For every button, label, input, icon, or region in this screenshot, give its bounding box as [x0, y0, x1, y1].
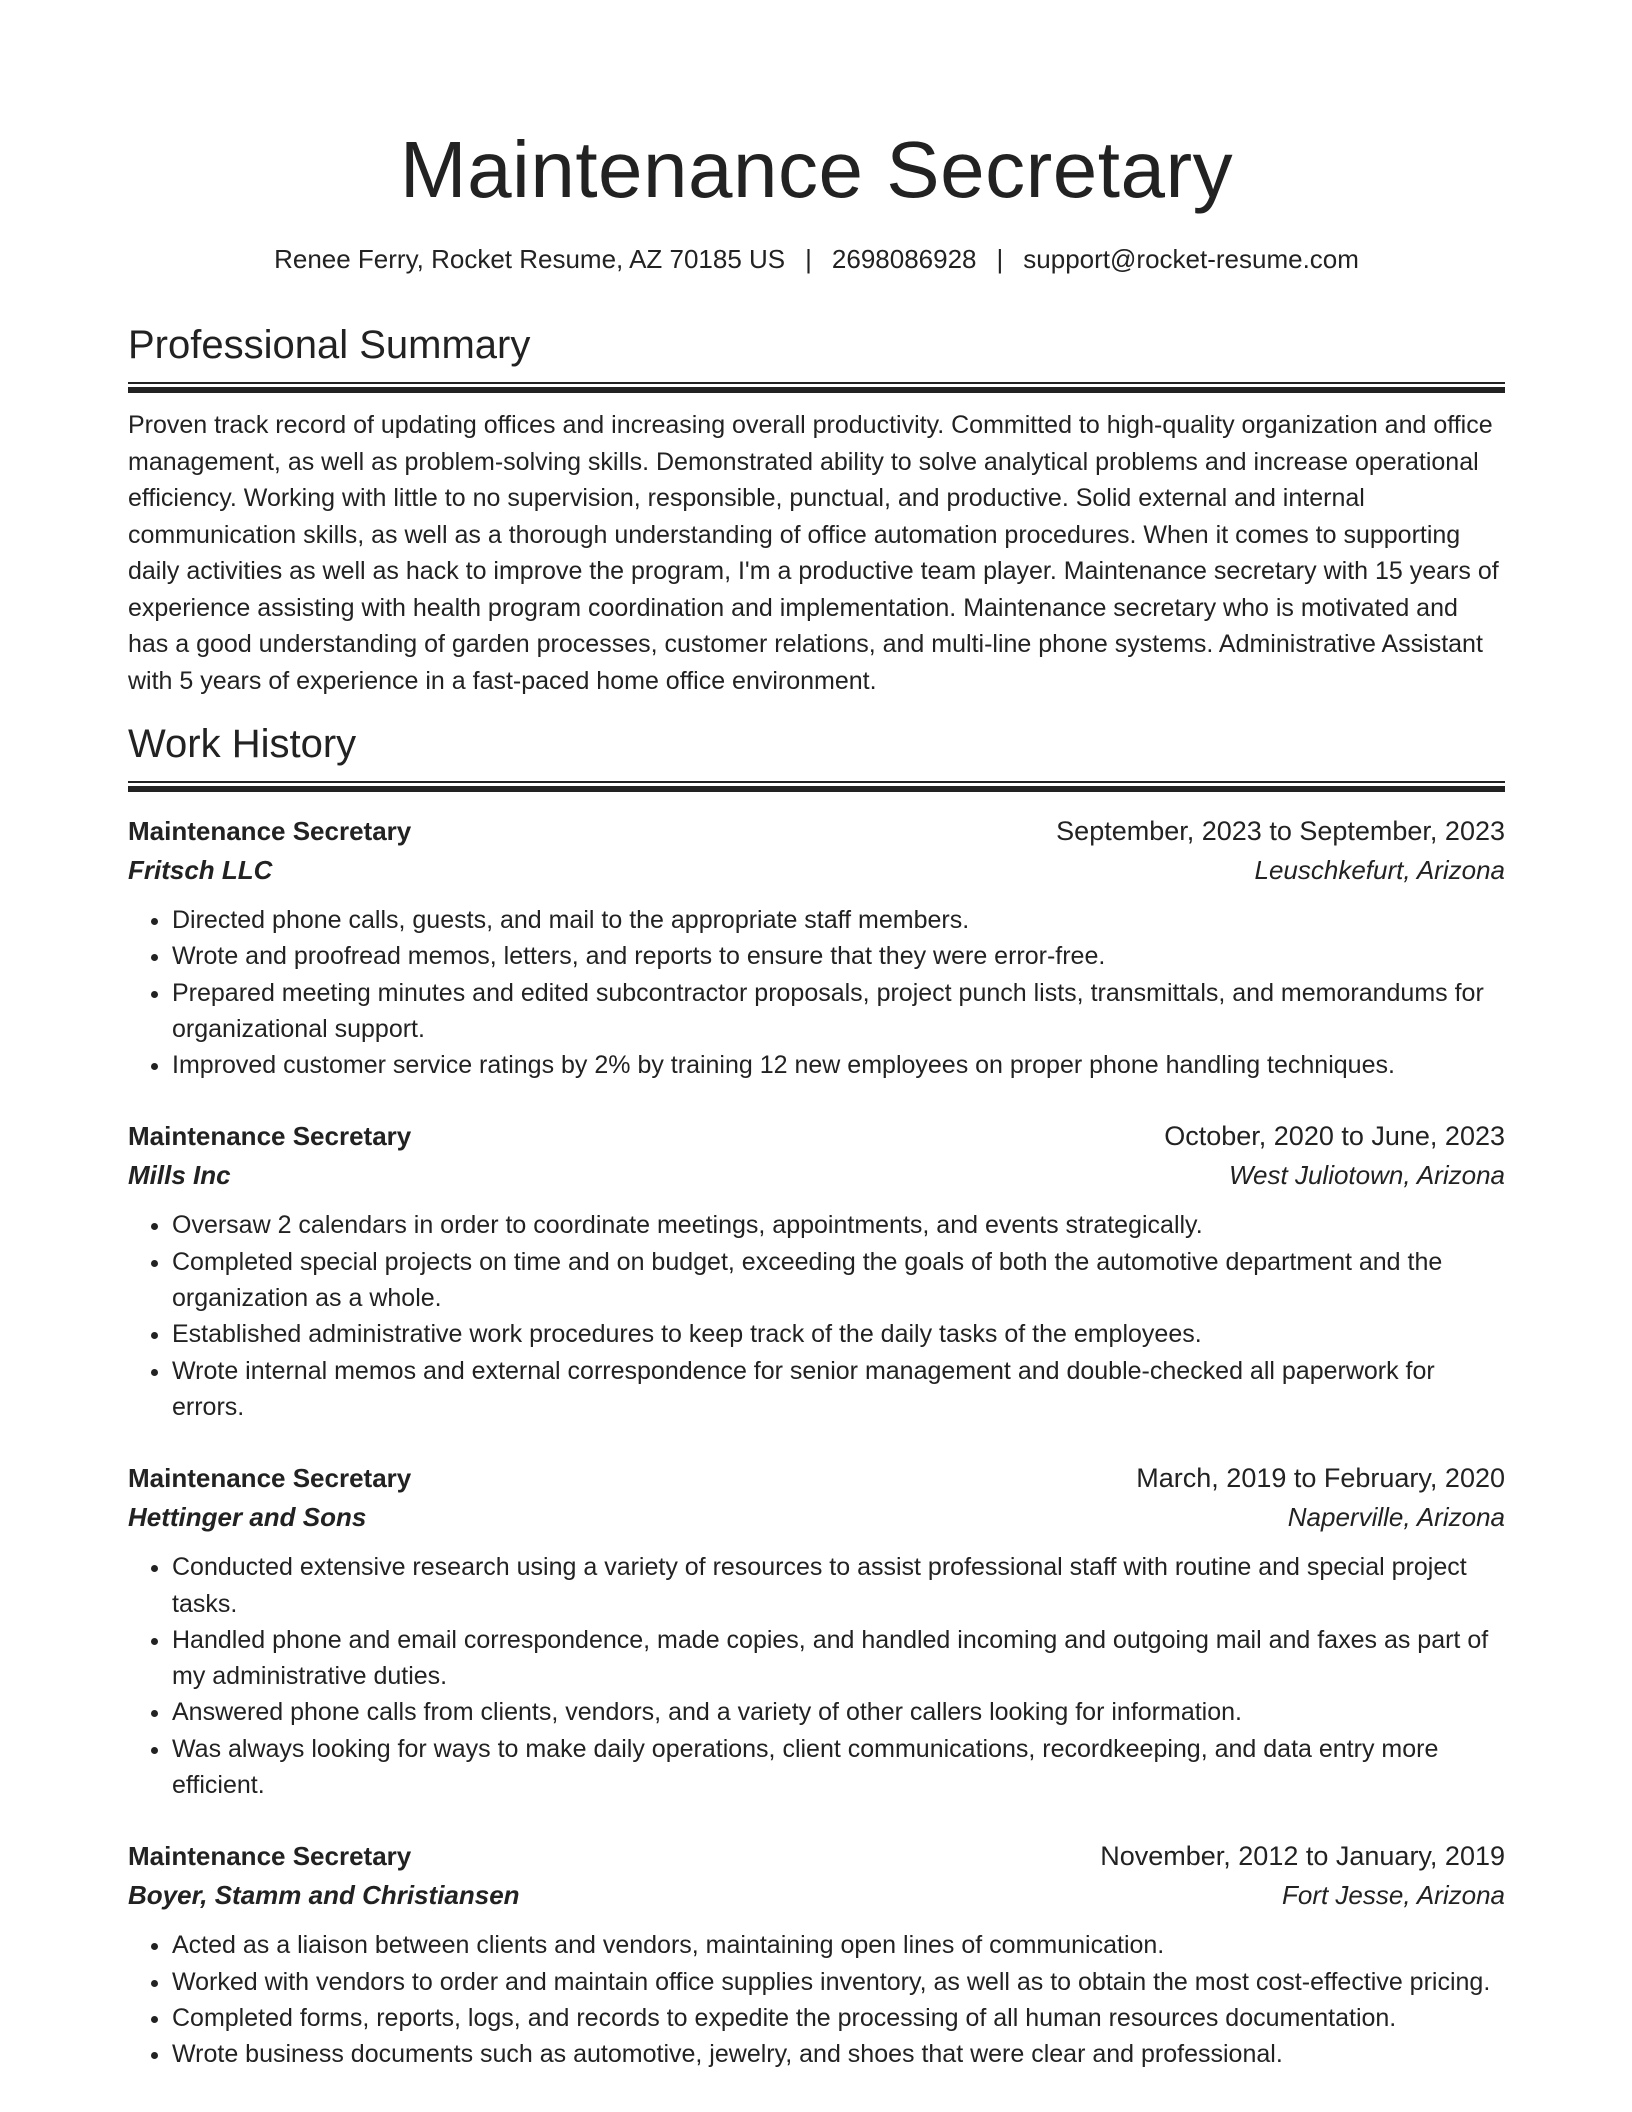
job-bullet: • Completed special projects on time and on budget, exceeding the goals of both the automotive department and the organization as a whole. — [172, 1244, 1505, 1317]
contact-separator: | — [996, 244, 1004, 274]
job-company-row — [128, 850, 1505, 890]
job-location: Fort Jesse, Arizona — [1281, 1880, 1505, 1911]
job-company-row — [128, 1155, 1505, 1195]
job-bullets — [128, 1927, 1505, 2072]
job-bullet: • Wrote business documents such as automotive, jewelry, and shoes that were clear and professional. — [172, 2036, 1505, 2072]
job-bullet: • Answered phone calls from clients, vendors, and a variety of other callers looking for information. — [172, 1694, 1505, 1730]
job-dates: October, 2020 to June, 2023 — [1164, 1121, 1505, 1152]
job-company: Hettinger and Sons — [128, 1502, 367, 1533]
job-bullets — [128, 1549, 1505, 1803]
job-location: Leuschkefurt, Arizona — [1254, 855, 1505, 885]
job-header-row — [128, 1117, 1505, 1155]
job-bullet: • Wrote and proofread memos, letters, and reports to ensure that they were error-free. — [172, 938, 1505, 974]
job-header-row — [128, 1837, 1505, 1875]
job-entry — [128, 1837, 1505, 2072]
job-bullets — [128, 1207, 1505, 1425]
job-company-row — [128, 1875, 1505, 1915]
job-bullet: • Oversaw 2 calendars in order to coordinate meetings, appointments, and events strategically. — [172, 1207, 1505, 1243]
section-title-work-history: Work History — [128, 722, 357, 766]
job-bullet: • Handled phone and email correspondence, made copies, and handled incoming and outgoing mail and faxes as part of my administrative duties. — [172, 1622, 1505, 1695]
job-company-row — [128, 1497, 1505, 1537]
job-bullet: • Established administrative work procedures to keep track of the daily tasks of the employees. — [172, 1316, 1505, 1352]
job-entry — [128, 812, 1505, 1083]
contact-address: Renee Ferry, Rocket Resume, AZ 70185 US — [274, 244, 786, 274]
job-company: Mills Inc — [128, 1160, 231, 1191]
summary-text: Proven track record of updating offices and increasing overall productivity. Committed to high-quality organization and office management, as well as problem-solving skills. Demonstrated ability to solve analytical problems and increase operational efficiency. Working with little to no supervision, responsible, punctual, and productive. Solid external and internal communication skills, as well as a thorough understanding of office automation procedures. When it comes to supporting daily activities as well as hack to improve the program, I'm a productive team player. Maintenance secretary with 15 years of experience assisting with health program coordination and implementation. Maintenance secretary who is motivated and has a good understanding of garden processes, customer relations, and multi-line phone systems. Administrative Assistant with 5 years of experience in a fast-paced home office environment. — [128, 411, 1499, 695]
job-bullet: • Was always looking for ways to make daily operations, client communications, recordkeeping, and data entry more efficient. — [172, 1731, 1505, 1804]
contact-separator: | — [805, 244, 812, 274]
job-bullet: • Worked with vendors to order and maintain office supplies inventory, as well as to obtain the most cost-effective pricing. — [172, 1964, 1505, 2000]
job-location: West Juliotown, Arizona — [1228, 1160, 1505, 1191]
job-dates: November, 2012 to January, 2019 — [1100, 1841, 1505, 1872]
job-bullet: • Wrote internal memos and external correspondence for senior management and double-checked all paperwork for errors. — [172, 1353, 1505, 1426]
job-bullet: • Acted as a liaison between clients and vendors, maintaining open lines of communication. — [172, 1927, 1505, 1963]
resume-page — [128, 0, 1505, 2073]
job-company: Fritsch LLC — [128, 855, 273, 885]
resume-name: Maintenance Secretary — [399, 125, 1234, 214]
job-title: Maintenance Secretary — [128, 1463, 412, 1494]
job-header-row — [128, 1459, 1505, 1497]
section-divider — [128, 781, 1505, 792]
job-entry — [128, 1117, 1505, 1425]
job-location: Naperville, Arizona — [1287, 1502, 1505, 1533]
job-bullet: • Directed phone calls, guests, and mail to the appropriate staff members. — [172, 902, 1505, 938]
job-title: Maintenance Secretary — [128, 1121, 412, 1152]
job-title: Maintenance Secretary — [128, 1841, 412, 1872]
job-bullet: • Conducted extensive research using a variety of resources to assist professional staff with routine and special project tasks. — [172, 1549, 1505, 1622]
job-bullet: • Improved customer service ratings by 2% by training 12 new employees on proper phone handling techniques. — [172, 1047, 1505, 1083]
job-dates: March, 2019 to February, 2020 — [1136, 1463, 1505, 1494]
contact-phone: 2698086928 — [831, 244, 977, 274]
contact-email: support@rocket-resume.com — [1023, 244, 1359, 274]
job-entry — [128, 1459, 1505, 1803]
job-bullet: • Prepared meeting minutes and edited subcontractor proposals, project punch lists, transmittals, and memorandums for organizational support. — [172, 975, 1505, 1048]
contact-line — [128, 242, 1505, 276]
section-divider — [128, 382, 1505, 393]
job-company: Boyer, Stamm and Christiansen — [128, 1880, 520, 1911]
job-dates: September, 2023 to September, 2023 — [1056, 816, 1505, 846]
section-title-summary: Professional Summary — [128, 323, 531, 367]
job-bullets — [128, 902, 1505, 1083]
job-header-row — [128, 812, 1505, 850]
job-bullet: • Completed forms, reports, logs, and records to expedite the processing of all human resources documentation. — [172, 2000, 1505, 2036]
job-title: Maintenance Secretary — [128, 816, 412, 846]
